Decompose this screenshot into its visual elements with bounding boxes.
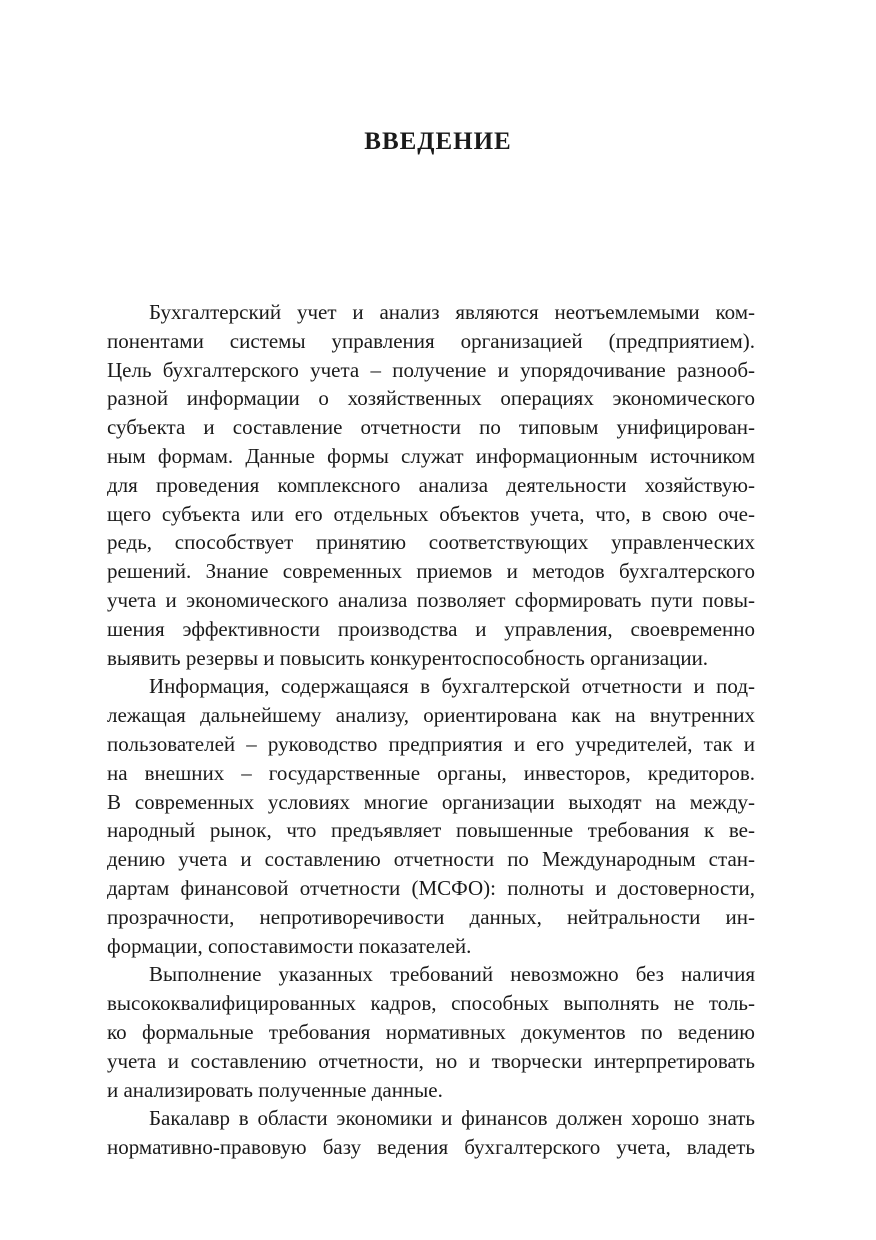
text-line: учета и экономического анализа позволяет сформировать пути повы- bbox=[107, 587, 755, 612]
text-line: Цель бухгалтерского учета – получение и упорядочивание разнооб- bbox=[107, 357, 755, 382]
text-line: народный рынок, что предъявляет повышенные требования к ве- bbox=[107, 818, 755, 843]
text-line: формации, сопоставимости показателей. bbox=[107, 933, 472, 958]
text-line: и анализировать полученные данные. bbox=[107, 1077, 443, 1102]
text-line: для проведения комплексного анализа деятельности хозяйствую- bbox=[107, 472, 755, 497]
text-line: ным формам. Данные формы служат информационным источником bbox=[107, 443, 755, 468]
text-line: Бакалавр в области экономики и финансов должен хорошо знать bbox=[149, 1106, 755, 1131]
text-line: В современных условиях многие организации выходят на между- bbox=[107, 789, 755, 814]
text-line: дартам финансовой отчетности (МСФО): полноты и достоверности, bbox=[107, 875, 755, 900]
body-text bbox=[107, 298, 755, 1162]
text-line: дению учета и составлению отчетности по Международным стан- bbox=[107, 847, 755, 872]
text-line: нормативно-правовую базу ведения бухгалтерского учета, владеть bbox=[107, 1135, 755, 1160]
text-line: Бухгалтерский учет и анализ являются неотъемлемыми ком- bbox=[149, 300, 755, 324]
text-line: щего субъекта или его отдельных объектов учета, что, в свою оче- bbox=[107, 501, 755, 526]
paragraph bbox=[107, 960, 755, 1104]
paragraph bbox=[107, 298, 755, 672]
text-line: разной информации о хозяйственных операциях экономического bbox=[107, 386, 755, 411]
text-line: Выполнение указанных требований невозможно без наличия bbox=[149, 962, 755, 987]
paragraph bbox=[107, 672, 755, 960]
text-line: Информация, содержащаяся в бухгалтерской отчетности и под- bbox=[149, 674, 755, 699]
text-line: выявить резервы и повысить конкурентоспособность организации. bbox=[107, 645, 709, 670]
text-line: лежащая дальнейшему анализу, ориентирована как на внутренних bbox=[107, 703, 755, 728]
text-line: пользователей – руководство предприятия и его учредителей, так и bbox=[107, 731, 755, 756]
text-line: учета и составлению отчетности, но и творчески интерпретировать bbox=[107, 1048, 755, 1073]
text-line: редь, способствует принятию соответствующих управленческих bbox=[107, 530, 755, 555]
chapter-title: ВВЕДЕНИЕ bbox=[364, 128, 512, 155]
text-line: на внешних – государственные органы, инвесторов, кредиторов. bbox=[107, 760, 755, 785]
text-line: решений. Знание современных приемов и методов бухгалтерского bbox=[107, 559, 755, 584]
text-line: прозрачности, непротиворечивости данных, нейтральности ин- bbox=[107, 904, 755, 929]
paragraph bbox=[107, 1104, 755, 1162]
text-line: высококвалифицированных кадров, способных выполнять не толь- bbox=[107, 991, 755, 1016]
text-line: субъекта и составление отчетности по типовым унифицирован- bbox=[107, 415, 755, 440]
text-line: понентами системы управления организацией (предприятием). bbox=[107, 328, 755, 353]
text-line: шения эффективности производства и управления, своевременно bbox=[107, 616, 755, 641]
text-line: ко формальные требования нормативных документов по ведению bbox=[107, 1019, 755, 1044]
